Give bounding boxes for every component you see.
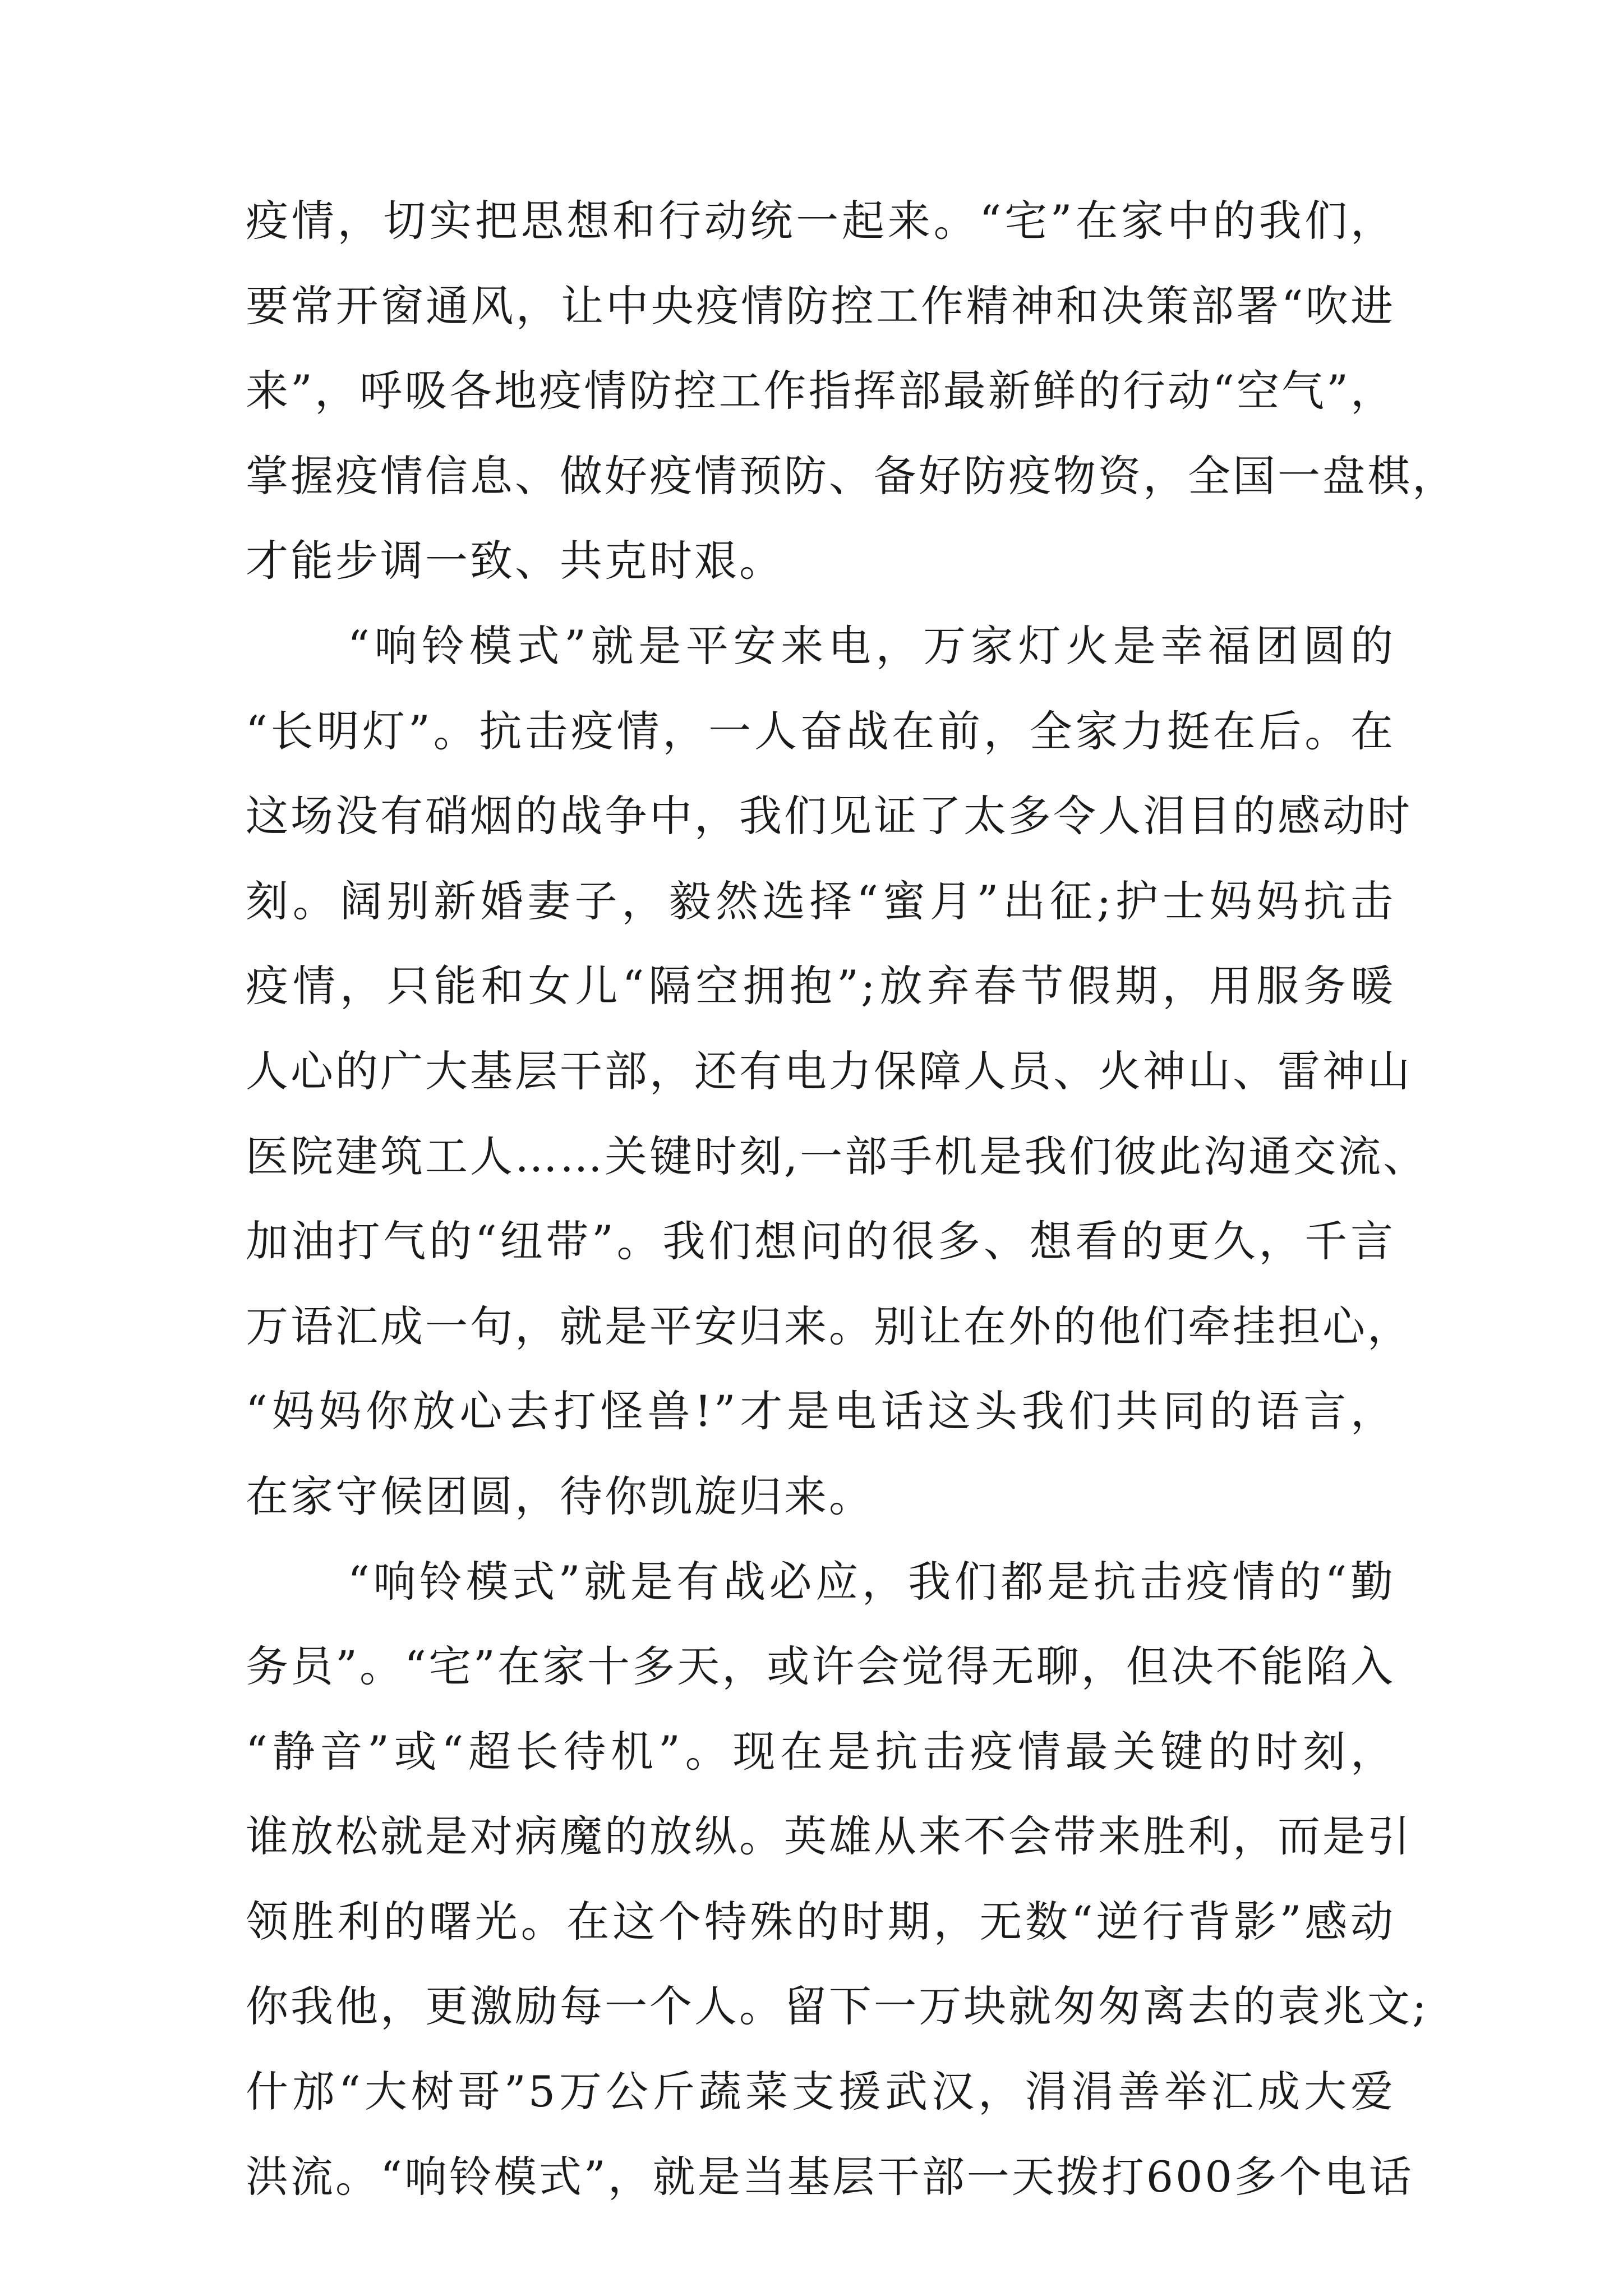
text-line: 谁放松就是对病魔的放纵。英雄从来不会带来胜利，而是引 — [246, 1811, 1412, 1862]
body-text — [246, 178, 1457, 2219]
text-line: 疫情，切实把思想和行动统一起来。“宅”在家中的我们， — [246, 196, 1395, 246]
text-line: 人心的广大基层干部，还有电力保障人员、火神山、雷神山 — [246, 1046, 1412, 1096]
text-line: 洪流。“响铃模式”，就是当基层干部一天拨打600多个电话 — [246, 2151, 1414, 2202]
text-line: 加油打气的“纽带”。我们想问的很多、想看的更久，千言 — [246, 1216, 1395, 1267]
text-line: 刻。阔别新婚妻子，毅然选择“蜜月”出征;护士妈妈抗击 — [246, 876, 1395, 926]
text-line: “响铃模式”就是有战必应，我们都是抗击疫情的“勤 — [348, 1556, 1395, 1607]
text-line: “响铃模式”就是平安来电，万家灯火是幸福团圆的 — [348, 620, 1395, 671]
text-line: 医院建筑工人……关键时刻,一部手机是我们彼此沟通交流、 — [246, 1131, 1428, 1181]
text-line: 来”，呼吸各地疫情防控工作指挥部最新鲜的行动“空气”， — [246, 366, 1395, 416]
text-line: 这场没有硝烟的战争中，我们见证了太多令人泪目的感动时 — [246, 791, 1412, 841]
text-line: 务员”。“宅”在家十多天，或许会觉得无聊，但决不能陷入 — [246, 1641, 1395, 1692]
text-line: 万语汇成一句，就是平安归来。别让在外的他们牵挂担心， — [246, 1301, 1412, 1351]
text-line: 疫情，只能和女儿“隔空拥抱”;放弃春节假期，用服务暖 — [246, 961, 1395, 1011]
text-line: 你我他，更激励每一个人。留下一万块就匆匆离去的袁兆文; — [246, 1981, 1429, 2032]
text-line: 掌握疫情信息、做好疫情预防、备好防疫物资，全国一盘棋， — [246, 450, 1457, 501]
text-line: 领胜利的曙光。在这个特殊的时期，无数“逆行背影”感动 — [246, 1896, 1395, 1947]
text-line: “妈妈你放心去打怪兽!”才是电话这头我们共同的语言， — [246, 1386, 1395, 1437]
text-line: “长明灯”。抗击疫情，一人奋战在前，全家力挺在后。在 — [246, 706, 1395, 756]
text-line: 在家守候团圆，待你凯旋归来。 — [246, 1471, 874, 1521]
text-line: 才能步调一致、共克时艰。 — [246, 536, 784, 586]
text-line: 要常开窗通风，让中央疫情防控工作精神和决策部署“吹进 — [246, 280, 1395, 331]
text-line: 什邡“大树哥”5万公斤蔬菜支援武汉，涓涓善举汇成大爱 — [246, 2067, 1395, 2117]
text-line: “静音”或“超长待机”。现在是抗击疫情最关键的时刻， — [246, 1726, 1395, 1777]
